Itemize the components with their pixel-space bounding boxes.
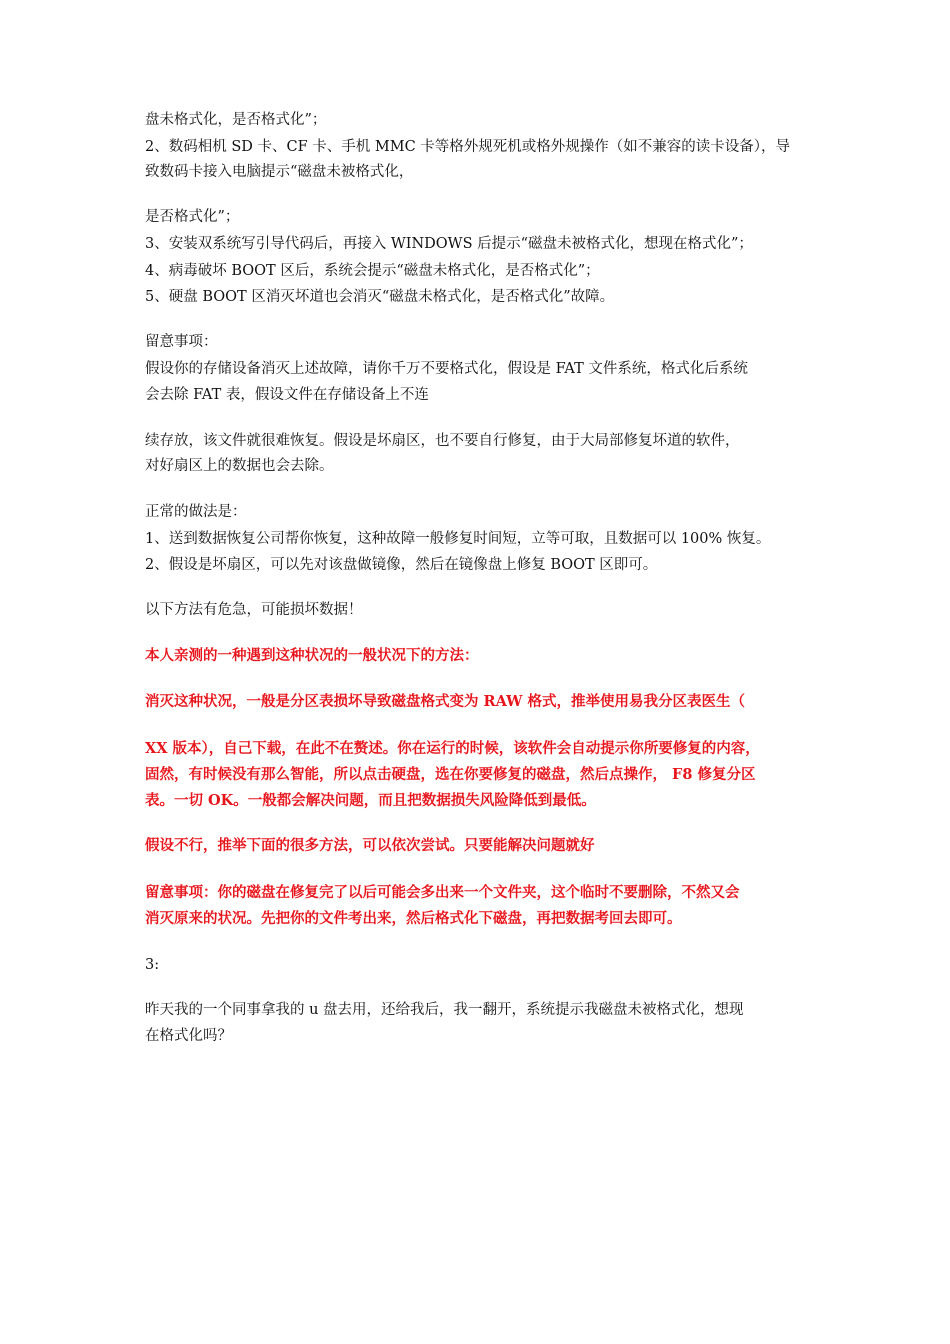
- text-line: 1、送到数据恢复公司帮你恢复，这种故障一般修复时间短，立等可取，且数据可以 100% 恢复。: [145, 531, 771, 547]
- text-line: 续存放，该文件就很难恢复。假设是坏扇区，也不要自行修复，由于大局部修复坏道的软件，: [145, 433, 740, 449]
- section-heading: 正常的做法是：: [145, 504, 247, 520]
- text-line: 对好扇区上的数据也会去除。: [145, 458, 334, 474]
- text-line: 会去除 FAT 表，假设文件在存储设备上不连: [145, 387, 429, 403]
- text-line: 是否格式化”；: [145, 209, 240, 225]
- red-text-line: 假设不行，推举下面的很多方法，可以依次尝试。只要能解决问题就好: [145, 837, 595, 854]
- section-number: 3:: [145, 957, 160, 973]
- text-line: 昨天我的一个同事拿我的 u 盘去用，还给我后，我一翻开，系统提示我磁盘未被格式化，想现: [145, 1002, 744, 1018]
- red-text-line: XX 版本），自己下载，在此不在赘述。你在运行的时候，该软件会自动提示你所要修复的内容，: [145, 740, 760, 757]
- text-line: 3、安装双系统写引导代码后，再接入 WINDOWS 后提示“磁盘未被格式化，想现在格式化”；: [145, 236, 753, 252]
- red-text-line: 留意事项：你的磁盘在修复完了以后可能会多出来一个文件夹，这个临时不要删除，不然又会: [145, 884, 740, 901]
- red-text-line: 消灭这种状况，一般是分区表损坏导致磁盘格式变为 RAW 格式，推举使用易我分区表医生（: [145, 693, 745, 710]
- text-line: 2、数码相机 SD 卡、CF 卡、手机 MMC 卡等格外规死机或格外规操作（如不兼容的读卡设备），导: [145, 139, 791, 155]
- text-line: 盘未格式化，是否格式化”；: [145, 112, 327, 128]
- red-text-line: 表。一切 OK。一般都会解决问题，而且把数据损失风险降低到最低。: [145, 792, 596, 809]
- text-line: 致数码卡接入电脑提示“磁盘未被格式化，: [145, 164, 414, 180]
- text-line: 在格式化吗？: [145, 1028, 232, 1044]
- red-text-line: 固然，有时候没有那么智能，所以点击硬盘，选在你要修复的磁盘，然后点操作， F8 修复分区: [145, 766, 756, 783]
- text-line: 2、假设是坏扇区，可以先对该盘做镜像，然后在镜像盘上修复 BOOT 区即可。: [145, 557, 658, 573]
- warning-line: 以下方法有危急，可能损坏数据！: [145, 602, 363, 618]
- red-heading: 本人亲测的一种遇到这种状况的一般状况下的方法：: [145, 647, 479, 664]
- red-text-line: 消灭原来的状况。先把你的文件考出来，然后格式化下磁盘，再把数据考回去即可。: [145, 910, 682, 927]
- text-line: 4、病毒破坏 BOOT 区后，系统会提示“磁盘未格式化，是否格式化”；: [145, 263, 600, 279]
- text-line: 假设你的存储设备消灭上述故障，请你千万不要格式化，假设是 FAT 文件系统，格式化后系统: [145, 361, 748, 377]
- text-line: 5、硬盘 BOOT 区消灭坏道也会消灭“磁盘未格式化，是否格式化”故障。: [145, 289, 615, 305]
- section-heading: 留意事项：: [145, 334, 218, 350]
